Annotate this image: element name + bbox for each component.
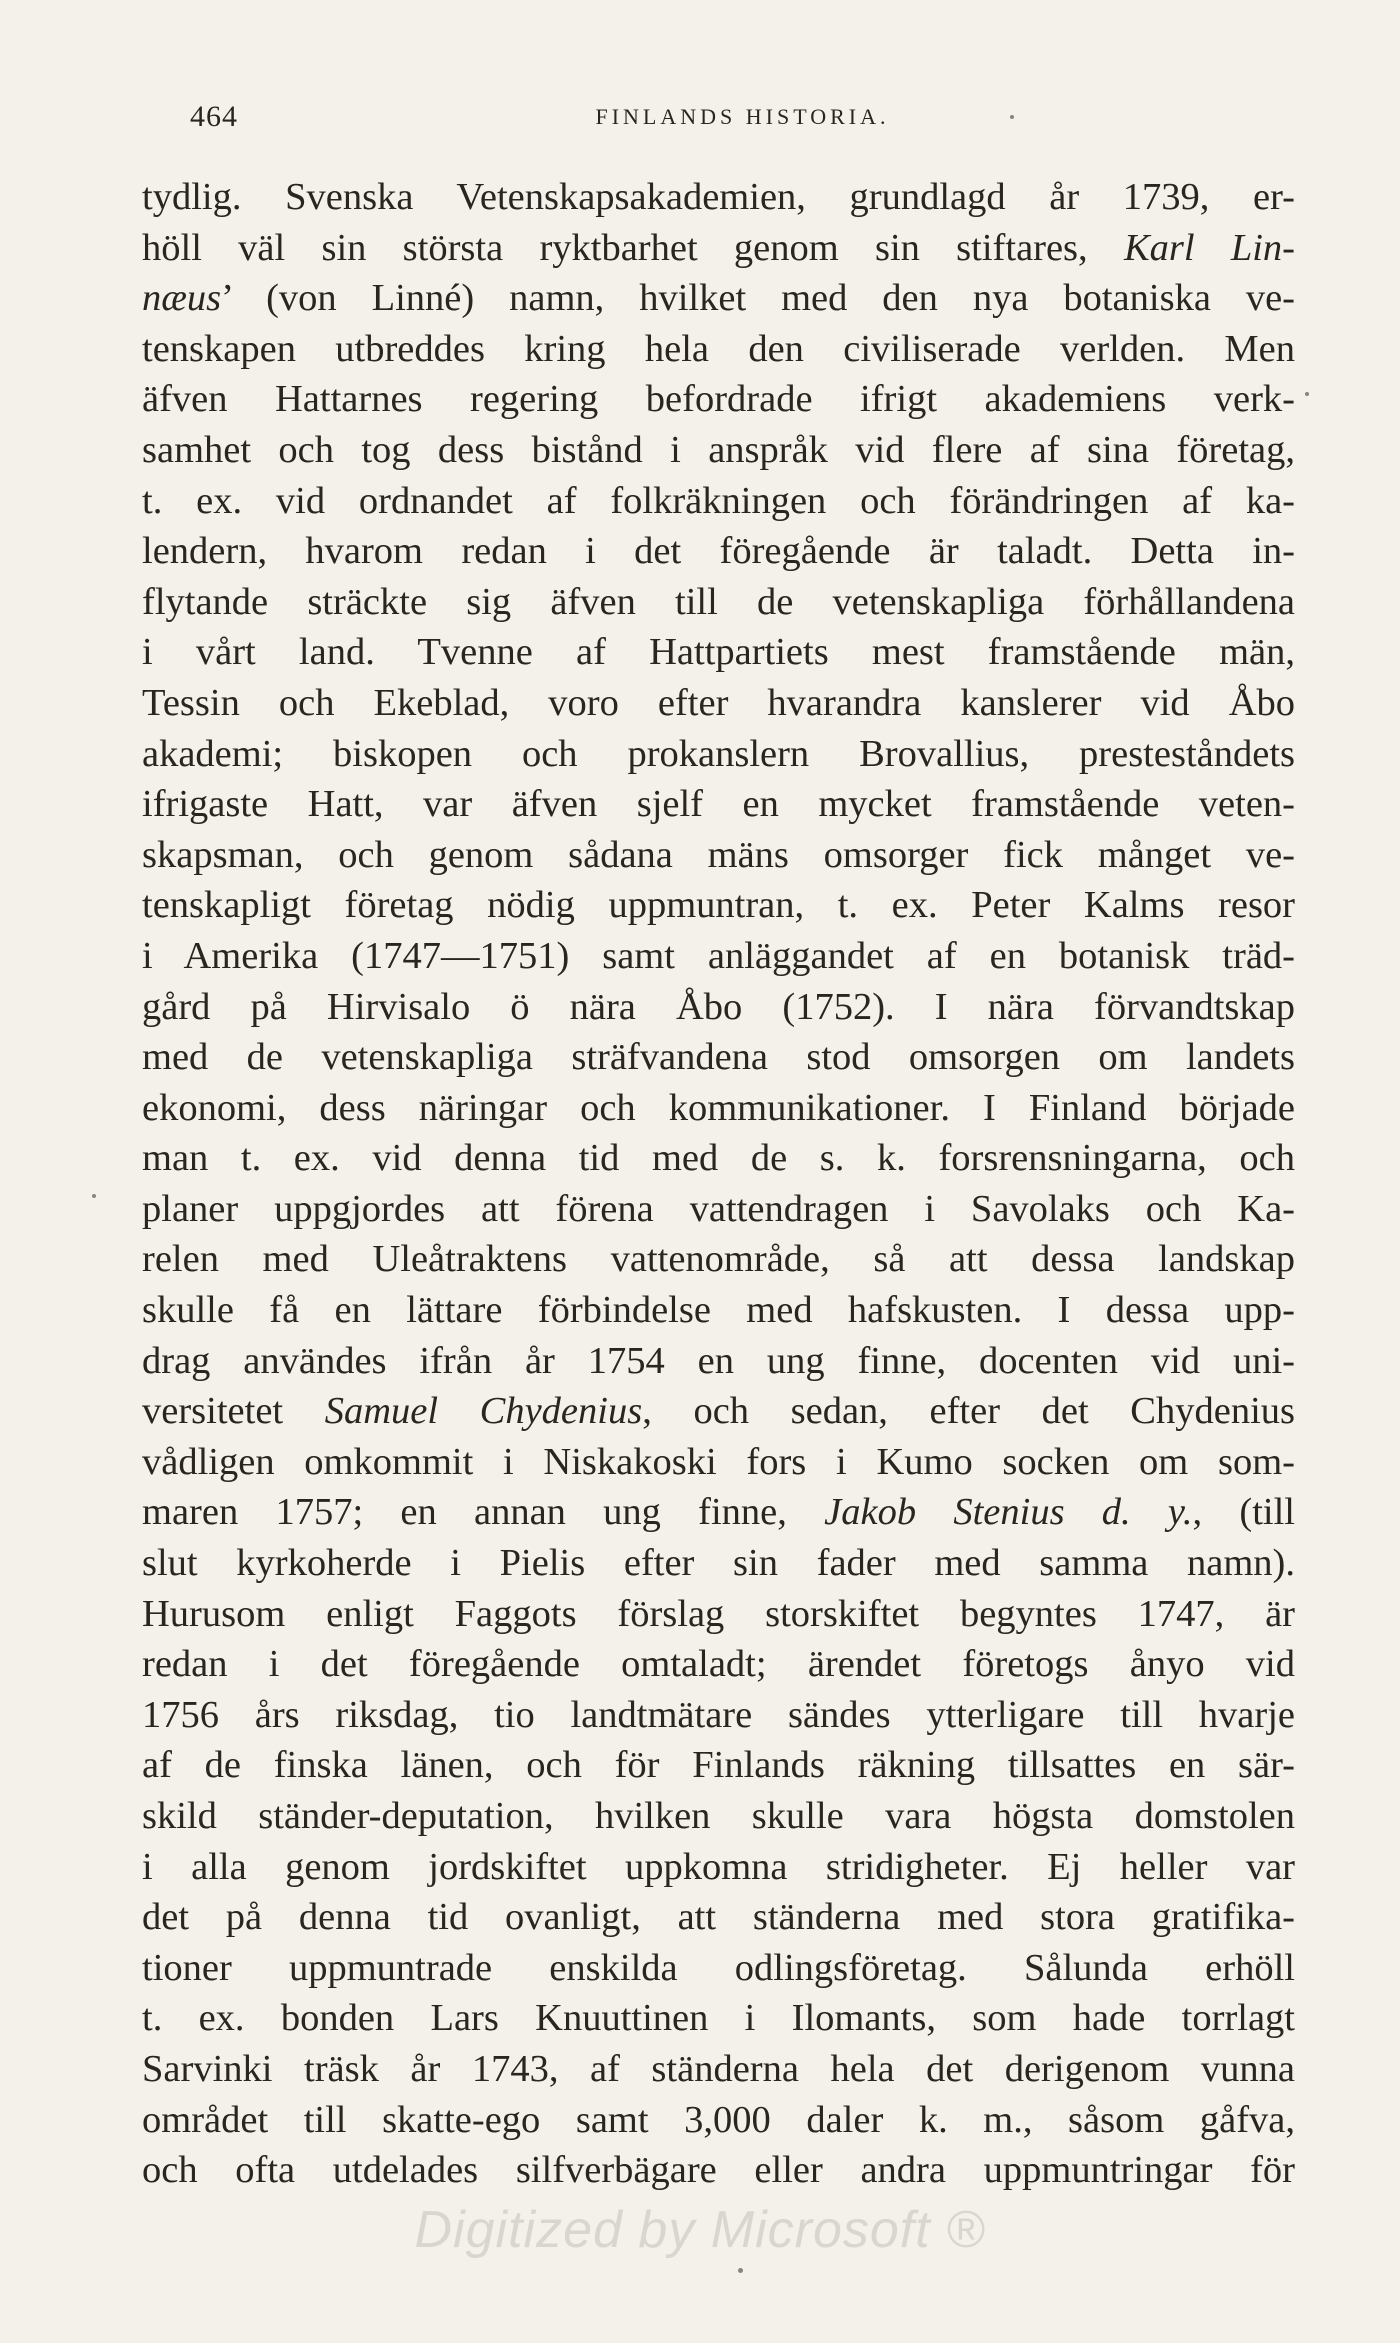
text-run: med de vetenskapliga sträfvandena stod omsorgen om landets — [142, 1036, 1295, 1079]
text-line — [142, 374, 1295, 425]
text-line — [142, 830, 1295, 881]
speck — [1305, 392, 1309, 396]
text-run: ’ (von Linné) namn, hvilket med den nya botaniska ve- — [221, 277, 1295, 320]
speck — [92, 1194, 96, 1198]
text-run: och ofta utdelades silfverbägare eller andra uppmuntringar för — [142, 2149, 1295, 2192]
text-run: relen med Uleåtraktens vattenområde, så att dessa landskap — [142, 1238, 1295, 1281]
text-line — [142, 678, 1295, 729]
text-line — [142, 1184, 1295, 1235]
text-line — [142, 1589, 1295, 1640]
text-line — [142, 1386, 1295, 1437]
text-line — [142, 273, 1295, 324]
text-line — [142, 880, 1295, 931]
text-run: Sarvinki träsk år 1743, af ständerna hela det derigenom vunna — [142, 2047, 1295, 2090]
text-run: tioner uppmuntrade enskilda odlingsföretag. Sålunda erhöll — [142, 1946, 1295, 1989]
text-line — [142, 627, 1295, 678]
text-run: redan i det föregående omtaladt; ärendet företogs ånyo vid — [142, 1643, 1295, 1686]
italic-name: Karl Lin- — [1123, 226, 1295, 269]
text-run: skapsman, och genom sådana mäns omsorger fick månget ve- — [142, 833, 1295, 876]
text-run: man t. ex. vid denna tid med de s. k. forsrensningarna, och — [142, 1137, 1295, 1180]
text-run: äfven Hattarnes regering befordrade ifrigt akademiens verk- — [142, 378, 1295, 421]
text-run: tenskapen utbreddes kring hela den civiliserade verlden. Men — [142, 327, 1295, 370]
text-line — [142, 1285, 1295, 1336]
text-line — [142, 1993, 1295, 2044]
text-run: i Amerika (1747—1751) samt anläggandet af en botanisk träd- — [142, 934, 1295, 977]
text-run: drag användes ifrån år 1754 en ung finne, docenten vid uni- — [142, 1339, 1295, 1382]
italic-name: Jakob Stenius d. y. — [824, 1491, 1193, 1534]
text-line — [142, 223, 1295, 274]
text-run: tenskapligt företag nödig uppmuntran, t. ex. Peter Kalms resor — [142, 884, 1295, 927]
text-run: skulle få en lättare förbindelse med hafskusten. I dessa upp- — [142, 1289, 1295, 1332]
text-line — [142, 931, 1295, 982]
text-run: samhet och tog dess bistånd i anspråk vid flere af sina företag, — [142, 428, 1295, 471]
text-line — [142, 1437, 1295, 1488]
text-run: tydlig. Svenska Vetenskapsakademien, grundlagd år 1739, er- — [142, 176, 1295, 218]
text-run: höll väl sin största ryktbarhet genom sin stiftares, — [142, 226, 1124, 269]
text-line — [142, 1842, 1295, 1893]
text-run: det på denna tid ovanligt, att ständerna med stora gratifika- — [142, 1896, 1295, 1939]
text-line — [142, 1791, 1295, 1842]
text-line — [142, 425, 1295, 476]
text-run: vådligen omkommit i Niskakoski fors i Kumo socken om som- — [142, 1440, 1295, 1483]
text-line — [142, 526, 1295, 577]
text-run: flytande sträckte sig äfven till de vetenskapliga förhållandena — [142, 580, 1295, 623]
text-run: 1756 års riksdag, tio landtmätare sändes ytterligare till hvarje — [142, 1693, 1295, 1736]
text-run: akademi; biskopen och prokanslern Brovallius, presteståndets — [142, 732, 1295, 775]
text-line — [142, 1943, 1295, 1994]
text-line — [142, 577, 1295, 628]
text-run: i vårt land. Tvenne af Hattpartiets mest framstående män, — [142, 631, 1295, 674]
text-run: versitetet — [142, 1390, 325, 1433]
italic-name: næus — [142, 277, 222, 320]
text-line — [142, 1690, 1295, 1741]
text-run: slut kyrkoherde i Pielis efter sin fader med samma namn). — [142, 1542, 1295, 1585]
text-line — [142, 1892, 1295, 1943]
speck — [1010, 115, 1014, 119]
text-line — [142, 2095, 1295, 2146]
running-title: FINLANDS HISTORIA. — [595, 104, 890, 129]
text-line — [142, 1538, 1295, 1589]
text-line — [142, 172, 1295, 223]
text-run: området till skatte-ego samt 3,000 daler k. m., såsom gåfva, — [142, 2098, 1295, 2141]
text-line — [142, 2145, 1295, 2196]
text-run: i alla genom jordskiftet uppkomna stridigheter. Ej heller var — [142, 1845, 1295, 1888]
watermark: Digitized by Microsoft ® — [414, 2201, 986, 2259]
text-line — [142, 2044, 1295, 2095]
text-line — [142, 982, 1295, 1033]
text-run: ifrigaste Hatt, var äfven sjelf en mycket framstående veten- — [142, 783, 1295, 826]
text-line — [142, 1032, 1295, 1083]
text-run: af de finska länen, och för Finlands räkning tillsattes en sär- — [142, 1744, 1295, 1787]
text-line — [142, 1133, 1295, 1184]
text-run: t. ex. vid ordnandet af folkräkningen och förändringen af ka- — [142, 479, 1295, 522]
text-line — [142, 779, 1295, 830]
page-number: 464 — [190, 100, 238, 133]
text-run: t. ex. bonden Lars Knuuttinen i Ilomants, som hade torrlagt — [142, 1997, 1295, 2040]
text-line — [142, 1234, 1295, 1285]
text-run: ekonomi, dess näringar och kommunikationer. I Finland började — [142, 1086, 1295, 1129]
text-line — [142, 324, 1295, 375]
text-line — [142, 729, 1295, 780]
text-line — [142, 1487, 1295, 1538]
italic-name: Samuel Chydenius — [324, 1390, 643, 1433]
text-run: gård på Hirvisalo ö nära Åbo (1752). I nära förvandtskap — [142, 985, 1295, 1028]
text-run: , och sedan, efter det Chydenius — [642, 1390, 1295, 1433]
text-line — [142, 1740, 1295, 1791]
text-run: , (till — [1192, 1491, 1295, 1534]
speck — [738, 2268, 743, 2273]
text-line — [142, 476, 1295, 527]
text-run: maren 1757; en annan ung finne, — [142, 1491, 825, 1534]
text-run: Tessin och Ekeblad, voro efter hvarandra kanslerer vid Åbo — [142, 681, 1295, 724]
text-line — [142, 1639, 1295, 1690]
text-run: Hurusom enligt Faggots förslag storskiftet begyntes 1747, är — [142, 1592, 1295, 1635]
text-run: skild ständer-deputation, hvilken skulle vara högsta domstolen — [142, 1795, 1295, 1837]
text-line — [142, 1336, 1295, 1387]
text-line — [142, 1083, 1295, 1134]
page-header — [190, 100, 1295, 140]
text-run: lendern, hvarom redan i det föregående är taladt. Detta in- — [142, 530, 1295, 573]
body-text — [142, 172, 1295, 2196]
text-run: planer uppgjordes att förena vattendragen i Savolaks och Ka- — [142, 1187, 1295, 1230]
